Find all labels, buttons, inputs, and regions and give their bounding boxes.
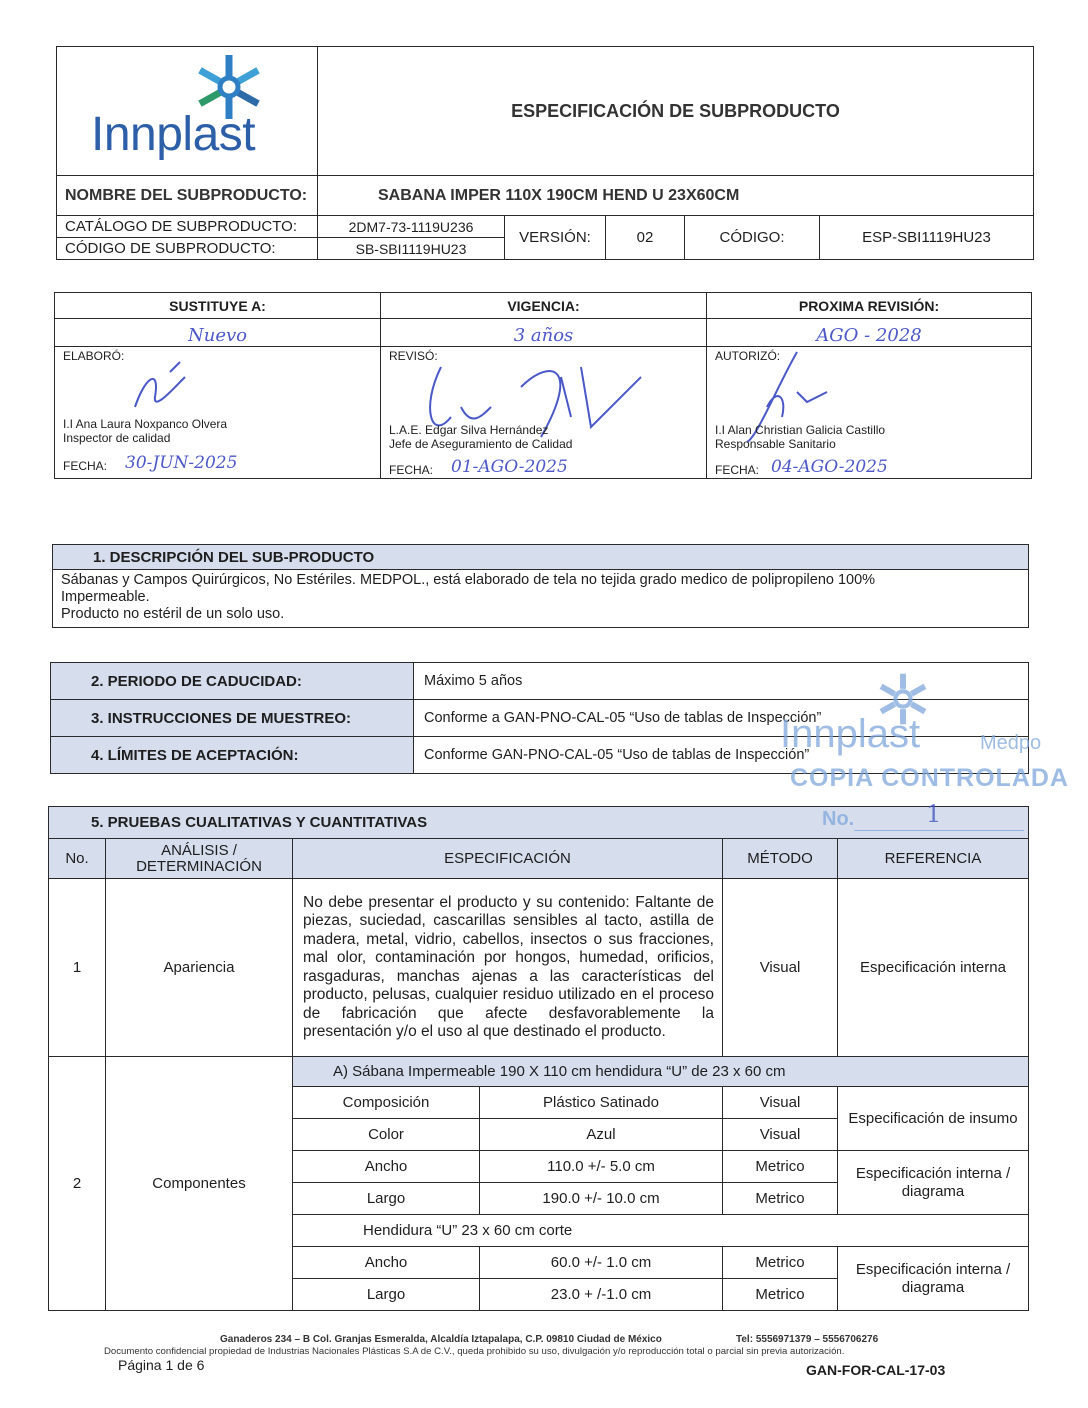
signed-date: 04-AGO-2025 — [771, 457, 888, 477]
item-name: Composición — [293, 1087, 480, 1119]
tests-table — [48, 806, 1029, 1311]
role-label: ELABORÓ: — [63, 349, 125, 363]
item-method: Visual — [723, 1087, 838, 1119]
signer-name: I.I Alan Christian Galicia Castillo — [715, 423, 886, 437]
row-no: 2 — [49, 1057, 106, 1311]
document-title: ESPECIFICACIÓN DE SUBPRODUCTO — [318, 47, 1034, 176]
version-label: VERSIÓN: — [505, 216, 606, 260]
subgroup-title: Hendidura “U” 23 x 60 cm corte — [293, 1215, 1029, 1247]
param-value: Máximo 5 años — [414, 663, 1029, 700]
stamp-text: COPIA CONTROLADA — [790, 764, 1069, 792]
item-name: Ancho — [293, 1247, 480, 1279]
name-value: SABANA IMPER 110X 190CM HEND U 23X60CM — [318, 176, 1034, 216]
param-label: 2. PERIODO DE CADUCIDAD: — [51, 663, 414, 700]
item-method: Visual — [723, 1119, 838, 1151]
col-header-analysis: ANÁLISIS / DETERMINACIÓN — [106, 839, 293, 879]
item-method: Metrico — [723, 1247, 838, 1279]
section-params — [50, 662, 1029, 774]
item-value: 110.0 +/- 5.0 cm — [480, 1151, 723, 1183]
stamp-sub-brand: Medpo — [980, 732, 1042, 754]
item-name: Largo — [293, 1183, 480, 1215]
form-code: GAN-FOR-CAL-17-03 — [806, 1362, 946, 1378]
row-method: Visual — [723, 879, 838, 1057]
col-header-reference: REFERENCIA — [838, 839, 1029, 879]
date-label: FECHA: — [389, 463, 434, 477]
section-description — [52, 544, 1029, 628]
row-analysis: Componentes — [106, 1057, 293, 1311]
row-reference: Especificación interna — [838, 879, 1029, 1057]
signature-icon — [125, 357, 205, 417]
name-label: NOMBRE DEL SUBPRODUCTO: — [57, 176, 318, 216]
param-value: Conforme a GAN-PNO-CAL-05 “Uso de tablas de Inspección” — [414, 700, 1029, 737]
next-review-value: AGO - 2028 — [707, 319, 1032, 347]
role-label: AUTORIZÓ: — [715, 349, 781, 363]
signer-elaboro — [55, 347, 381, 479]
version-value: 02 — [606, 216, 685, 260]
section-heading: 5. PRUEBAS CUALITATIVAS Y CUANTITATIVAS — [49, 807, 1029, 839]
page-number: Página 1 de 6 — [118, 1357, 205, 1373]
param-value: Conforme GAN-PNO-CAL-05 “Uso de tablas de Inspección” — [414, 737, 1029, 774]
date-label: FECHA: — [63, 459, 108, 473]
item-value: 23.0 + /-1.0 cm — [480, 1279, 723, 1311]
signed-date: 01-AGO-2025 — [451, 457, 568, 477]
param-label: 4. LÍMITES DE ACEPTACIÓN: — [51, 737, 414, 774]
catalog-label: CATÁLOGO DE SUBPRODUCTO: — [57, 216, 318, 238]
document-header — [56, 46, 1034, 260]
item-value: 60.0 +/- 1.0 cm — [480, 1247, 723, 1279]
role-label: REVISÓ: — [389, 349, 438, 363]
signer-autorizo — [707, 347, 1032, 479]
code-value: SB-SBI1119HU23 — [318, 238, 505, 260]
section-heading: 1. DESCRIPCIÓN DEL SUB-PRODUCTO — [53, 545, 1029, 570]
replaces-value: Nuevo — [55, 319, 381, 347]
catalog-value: 2DM7-73-1119U236 — [318, 216, 505, 238]
signer-name: L.A.E. Edgar Silva Hernández — [389, 423, 549, 437]
signer-title: Inspector de calidad — [63, 431, 171, 445]
next-review-label: PROXIMA REVISIÓN: — [707, 293, 1032, 319]
item-value: 190.0 +/- 10.0 cm — [480, 1183, 723, 1215]
logo-cell — [57, 47, 318, 176]
item-name: Largo — [293, 1279, 480, 1311]
footer-phone: Tel: 5556971379 – 5556706276 — [736, 1334, 879, 1345]
validity-label: VIGENCIA: — [381, 293, 707, 319]
param-label: 3. INSTRUCCIONES DE MUESTREO: — [51, 700, 414, 737]
stamp-brand: Innplast — [780, 712, 921, 756]
signed-date: 30-JUN-2025 — [125, 453, 238, 473]
validity-value: 3 años — [381, 319, 707, 347]
signer-reviso — [381, 347, 707, 479]
date-label: FECHA: — [715, 463, 760, 477]
col-header-no: No. — [49, 839, 106, 879]
item-reference: Especificación interna / diagrama — [838, 1247, 1029, 1311]
doc-code-label: CÓDIGO: — [685, 216, 820, 260]
logo-wordmark: Innplast — [91, 108, 256, 161]
description-line: Impermeable. — [61, 589, 150, 605]
item-value: Azul — [480, 1119, 723, 1151]
stamp-no-value: 1 — [926, 800, 942, 828]
item-method: Metrico — [723, 1151, 838, 1183]
footer-confidential: Documento confidencial propiedad de Industrias Nacionales Plásticas S.A de C.V., queda prohibido su uso, divulgación y/o reproducción total o parcial sin previa autorización. — [104, 1346, 845, 1357]
stamp-no-label: No. — [822, 808, 855, 830]
item-name: Ancho — [293, 1151, 480, 1183]
col-header-spec: ESPECIFICACIÓN — [293, 839, 723, 879]
replaces-label: SUSTITUYE A: — [55, 293, 381, 319]
row-spec: No debe presentar el producto y su contenido: Faltante de piezas, suciedad, cascarillas sensibles al tacto, astilla de madera, metal, vidrio, cabellos, insectos o sus fracciones, mal olor, contaminación por hongos, humedad, orificios, rasgaduras, manchas ajenas a las características del producto, pelusas, cualquier residuo utilizado en el proceso de fabricación que afecte desfavorablemente la presentación y/o el uso al que destinado el producto. — [293, 879, 723, 1057]
item-method: Metrico — [723, 1183, 838, 1215]
col-header-method: MÉTODO — [723, 839, 838, 879]
approvals-table — [54, 292, 1032, 479]
row-analysis: Apariencia — [106, 879, 293, 1057]
item-reference: Especificación interna / diagrama — [838, 1151, 1029, 1215]
code-label: CÓDIGO DE SUBPRODUCTO: — [57, 238, 318, 260]
item-method: Metrico — [723, 1279, 838, 1311]
item-value: Plástico Satinado — [480, 1087, 723, 1119]
item-name: Color — [293, 1119, 480, 1151]
subgroup-title: A) Sábana Impermeable 190 X 110 cm hendidura “U” de 23 x 60 cm — [293, 1057, 1029, 1087]
item-reference: Especificación de insumo — [838, 1087, 1029, 1151]
signer-title: Jefe de Aseguramiento de Calidad — [389, 437, 573, 451]
doc-code-value: ESP-SBI1119HU23 — [820, 216, 1034, 260]
signer-title: Responsable Sanitario — [715, 437, 836, 451]
row-no: 1 — [49, 879, 106, 1057]
description-line: Producto no estéril de un solo uso. — [61, 606, 285, 622]
signer-name: I.I Ana Laura Noxpanco Olvera — [63, 417, 228, 431]
footer-address: Ganaderos 234 – B Col. Granjas Esmeralda, Alcaldía Iztapalapa, C.P. 09810 Ciudad de México — [220, 1334, 662, 1345]
description-line: Sábanas y Campos Quirúrgicos, No Estériles. MEDPOL., está elaborado de tela no tejida grado medico de polipropileno 100% — [61, 572, 876, 588]
